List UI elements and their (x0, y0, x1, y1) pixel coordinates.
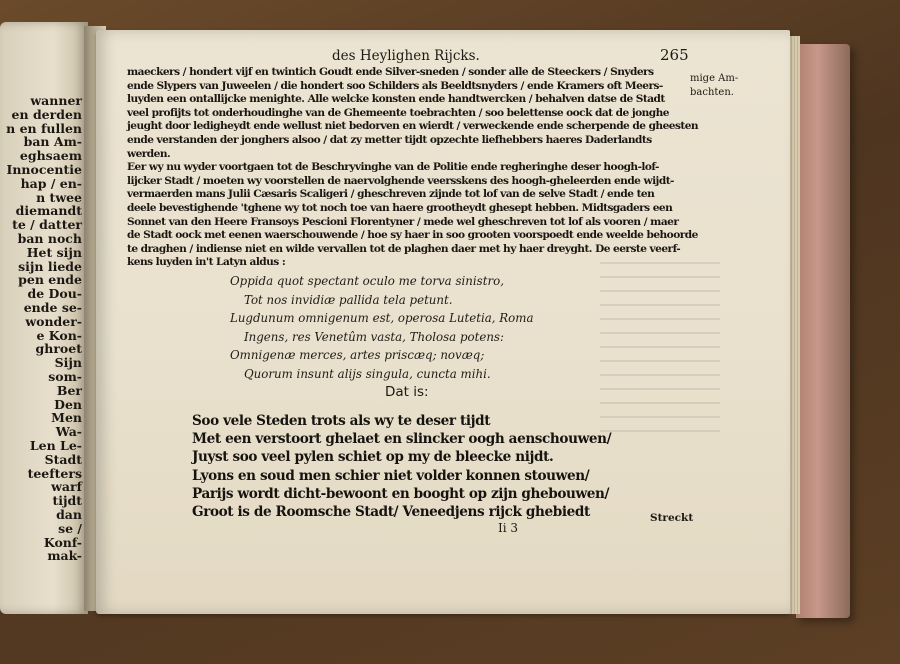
left-page-line: pen ende (18, 272, 82, 288)
left-page-line: Stadt (44, 451, 82, 467)
latin-verse (230, 272, 533, 384)
prose-line: lijcker Stadt / moeten wy voorstellen de naervolghende veersskens des hoogh-gheleerden ende wijdt- (127, 174, 674, 187)
prose-line: jeught door ledigheydt ende wellust niet bedorven en wierdt / verweckende ende scherpende de gheesten (127, 120, 699, 133)
prose-paragraphs (127, 66, 698, 270)
left-page-line: ende se- (23, 299, 82, 315)
prose-line: ende Slypers van Juweelen / die hondert soo Schilders als Beeldtsnyders / ende Kramers oft Meers- (127, 79, 663, 92)
dutch-verse-line: Met een verstoort ghelaet en slincker oogh aenschouwen/ (192, 431, 612, 448)
left-page-line: wonder- (25, 313, 82, 329)
left-page-line: Wa- (55, 424, 82, 440)
left-page-line: Sijn (54, 355, 82, 371)
page-number: 265 (660, 46, 689, 64)
left-page-line: Men (51, 410, 82, 426)
dutch-verse-line: Juyst soo veel pylen schiet op my de bleecke nijdt. (192, 449, 554, 466)
left-page-line: ban Am- (23, 134, 82, 150)
dutch-verse (192, 412, 611, 521)
left-page-line: mak- (47, 548, 82, 564)
left-page-line: ban noch (17, 230, 82, 246)
prose-line: veel profijts tot onderhoudinghe van de Ghemeente toebrachten / soo belettense oock dat de jonghe (127, 106, 669, 119)
left-page-line: Den (54, 396, 82, 412)
left-page-line: warf (51, 479, 82, 495)
prose-line: vermaerden mans Julii Cæsaris Scaligeri / gheschreven zijnde tot lof van de selve Stadt / ende ten (127, 188, 655, 201)
left-page-line: hap / en- (20, 175, 82, 191)
left-page-line: eghsaem (19, 148, 82, 164)
dutch-verse-line: Soo vele Steden trots als wy te deser tijdt (192, 413, 491, 429)
left-page-line: Ber (56, 382, 82, 398)
left-page-line: teefters (27, 465, 82, 481)
left-page-line: n en fullen (6, 120, 82, 136)
prose-line: te draghen / indiense niet en wilde vervallen tot de plaghen daer met hy haer dreyght. De eerste veerf- (127, 242, 681, 255)
latin-verse-line: Tot nos invidiæ pallida tela petunt. (244, 292, 453, 307)
latin-verse-line: Oppida quot spectant oculo me torva sinistro, (230, 274, 504, 288)
left-page-text (6, 94, 82, 563)
prose-line: ende verstanden der jonghers alsoo / dat zy metter tijdt opzechte liefhebbers haeres Daderlandts (127, 133, 652, 146)
left-page-line: ghroet (35, 341, 82, 357)
left-page-line: dan (56, 506, 82, 522)
signature-mark: Ii 3 (498, 521, 519, 535)
prose-line: Sonnet van den Heere Fransoys Pescioni Florentyner / mede wel gheschreven tot lof als vooren / maer (127, 215, 679, 228)
left-page-line: en derden (11, 106, 82, 122)
left-page (0, 22, 88, 614)
left-page-line: diemandt (15, 203, 82, 219)
left-page-line: te / datter (12, 217, 82, 233)
prose-line: werden. (127, 147, 171, 160)
left-page-line: Len Le- (29, 437, 82, 453)
left-page-line: sijn liede (18, 258, 82, 274)
left-page-line: de Dou- (27, 286, 82, 302)
latin-verse-line: Omnigenæ merces, artes priscæq; novæq; (230, 348, 485, 363)
catchword: Streckt (650, 512, 694, 524)
left-page-line: Het sijn (26, 244, 82, 260)
left-page-line: Innocentie (6, 161, 82, 177)
latin-verse-line: Quorum insunt alijs singula, cuncta mihi. (244, 366, 491, 381)
translation-heading: Dat is: (385, 384, 429, 400)
latin-verse-line: Ingens, res Venetûm vasta, Tholosa potens: (244, 329, 504, 344)
left-page-line: e Kon- (36, 327, 82, 343)
prose-line: deele bevestighende 'tghene wy tot noch toe van haere grootheydt ghesept hebben. Midtsgaders een (127, 201, 673, 214)
show-through (600, 262, 720, 432)
prose-line: luyden een ontallijcke menighte. Alle welcke konsten ende handtwercken / behalven datse de Stadt (127, 93, 665, 106)
dutch-verse-line: Parijs wordt dicht-bewoont en booght op zijn ghebouwen/ (192, 485, 610, 502)
left-page-line: tijdt (52, 493, 82, 509)
margin-note-line: bachten. (690, 87, 734, 98)
latin-verse-line: Lugdunum omnigenum est, operosa Lutetia, Roma (230, 311, 534, 326)
prose-line: Eer wy nu wyder voortgaen tot de Beschryvinghe van de Politie ende regheringhe deser hoogh-lof- (127, 161, 659, 174)
left-page-line: som- (48, 368, 82, 384)
book-cover-board (796, 44, 850, 618)
dutch-verse-line: Groot is de Roomsche Stadt/ Veneedjens rijck ghebiedt (192, 504, 590, 521)
left-page-line: se / (58, 520, 82, 536)
margin-note-line: mige Am- (690, 73, 739, 84)
dutch-verse-line: Lyons en soud men schier niet volder konnen stouwen/ (192, 467, 590, 484)
left-page-line: Konf- (43, 534, 82, 550)
running-head: des Heylighen Rijcks. (332, 48, 480, 64)
left-page-line: wanner (30, 93, 82, 108)
prose-line: de Stadt oock met eenen waerschouwende / hoe sy haer in soo grooten voorspoedt ende weelde behoorde (127, 229, 698, 242)
prose-line: maeckers / hondert vijf en twintich Goudt ende Silver-sneden / sonder alle de Steeckers / Snyders (127, 66, 654, 78)
prose-line: kens luyden in't Latyn aldus : (127, 256, 286, 269)
left-page-line: n twee (36, 189, 82, 205)
